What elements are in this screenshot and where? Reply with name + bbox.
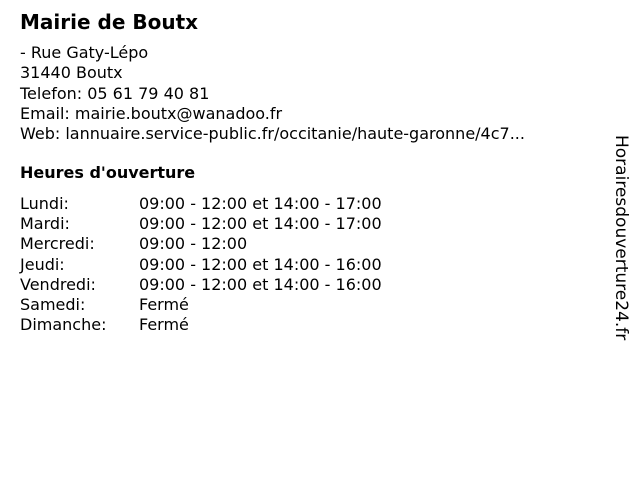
time-value: Fermé: [139, 294, 189, 314]
day-label: Jeudi:: [20, 254, 65, 274]
street-address: - Rue Gaty-Lépo: [20, 43, 149, 62]
email-address[interactable]: Email: mairie.boutx@wanadoo.fr: [20, 103, 283, 123]
website-link[interactable]: Web: lannuaire.service-public.fr/occitanie/haute-garonne/4c7...: [20, 124, 525, 144]
postal-city: 31440 Boutx: [20, 63, 123, 83]
address-block: [20, 43, 525, 144]
time-value: 09:00 - 12:00 et 14:00 - 16:00: [139, 254, 382, 274]
site-watermark: Horairesdouverture24.fr: [611, 135, 631, 341]
time-value: 09:00 - 12:00: [139, 234, 248, 254]
time-value: 09:00 - 12:00 et 14:00 - 17:00: [139, 214, 382, 234]
time-value: 09:00 - 12:00 et 14:00 - 17:00: [139, 194, 382, 213]
time-value: 09:00 - 12:00 et 14:00 - 16:00: [139, 274, 382, 294]
page-title: Mairie de Boutx: [20, 10, 199, 34]
day-label: Lundi:: [20, 194, 69, 213]
day-label: Mercredi:: [20, 234, 95, 254]
time-value: Fermé: [139, 315, 189, 335]
phone-number[interactable]: Telefon: 05 61 79 40 81: [20, 83, 210, 103]
day-label: Samedi:: [20, 294, 86, 314]
day-label: Dimanche:: [20, 315, 107, 335]
hours-heading: Heures d'ouverture: [20, 163, 196, 182]
day-label: Vendredi:: [20, 274, 96, 294]
day-label: Mardi:: [20, 214, 70, 234]
